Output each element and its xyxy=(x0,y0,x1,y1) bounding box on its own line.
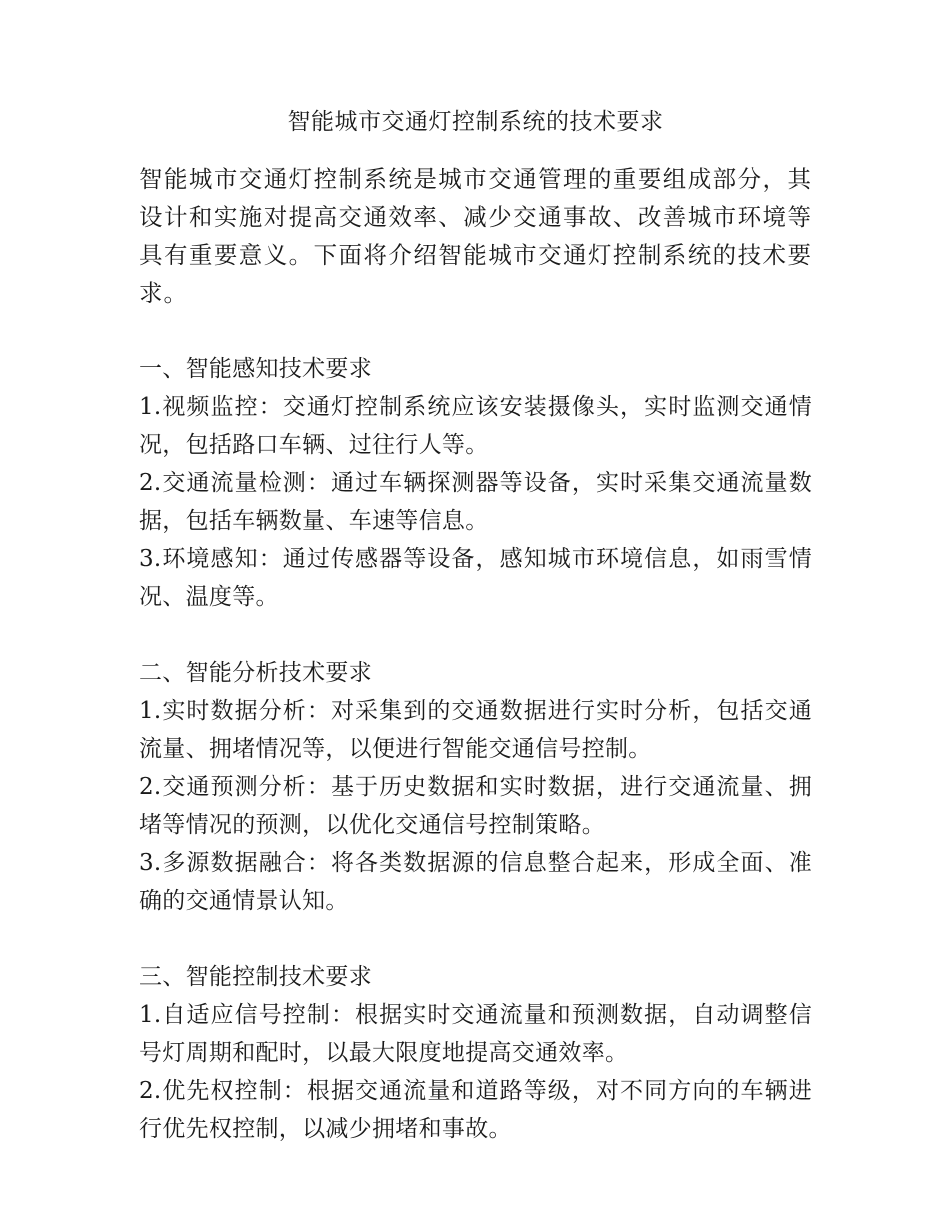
list-item: 1.自适应信号控制：根据实时交通流量和预测数据，自动调整信号灯周期和配时，以最大限度地提高交通效率。 xyxy=(139,1002,812,1066)
section-control xyxy=(139,958,812,1148)
section-perception xyxy=(139,350,812,616)
list-item: 1.视频监控：交通灯控制系统应该安装摄像头，实时监测交通情况，包括路口车辆、过往行人等。 xyxy=(139,394,812,458)
list-item: 2.交通预测分析：基于历史数据和实时数据，进行交通流量、拥堵等情况的预测，以优化交通信号控制策略。 xyxy=(139,774,812,838)
list-item: 3.多源数据融合：将各类数据源的信息整合起来，形成全面、准确的交通情景认知。 xyxy=(139,850,812,914)
list-item: 2.交通流量检测：通过车辆探测器等设备，实时采集交通流量数据，包括车辆数量、车速等信息。 xyxy=(139,470,812,534)
section-heading: 二、智能分析技术要求 xyxy=(139,660,372,686)
list-item: 1.实时数据分析：对采集到的交通数据进行实时分析，包括交通流量、拥堵情况等，以便进行智能交通信号控制。 xyxy=(139,698,812,762)
section-analysis xyxy=(139,654,812,920)
intro-paragraph: 智能城市交通灯控制系统是城市交通管理的重要组成部分，其设计和实施对提高交通效率、减少交通事故、改善城市环境等具有重要意义。下面将介绍智能城市交通灯控制系统的技术要求。 xyxy=(139,165,812,307)
list-item: 2.优先权控制：根据交通流量和道路等级，对不同方向的车辆进行优先权控制，以减少拥堵和事故。 xyxy=(139,1078,812,1142)
section-heading: 三、智能控制技术要求 xyxy=(139,964,372,990)
section-heading: 一、智能感知技术要求 xyxy=(139,356,372,382)
document-title: 智能城市交通灯控制系统的技术要求 xyxy=(287,109,664,135)
list-item: 3.环境感知：通过传感器等设备，感知城市环境信息，如雨雪情况、温度等。 xyxy=(139,546,812,610)
